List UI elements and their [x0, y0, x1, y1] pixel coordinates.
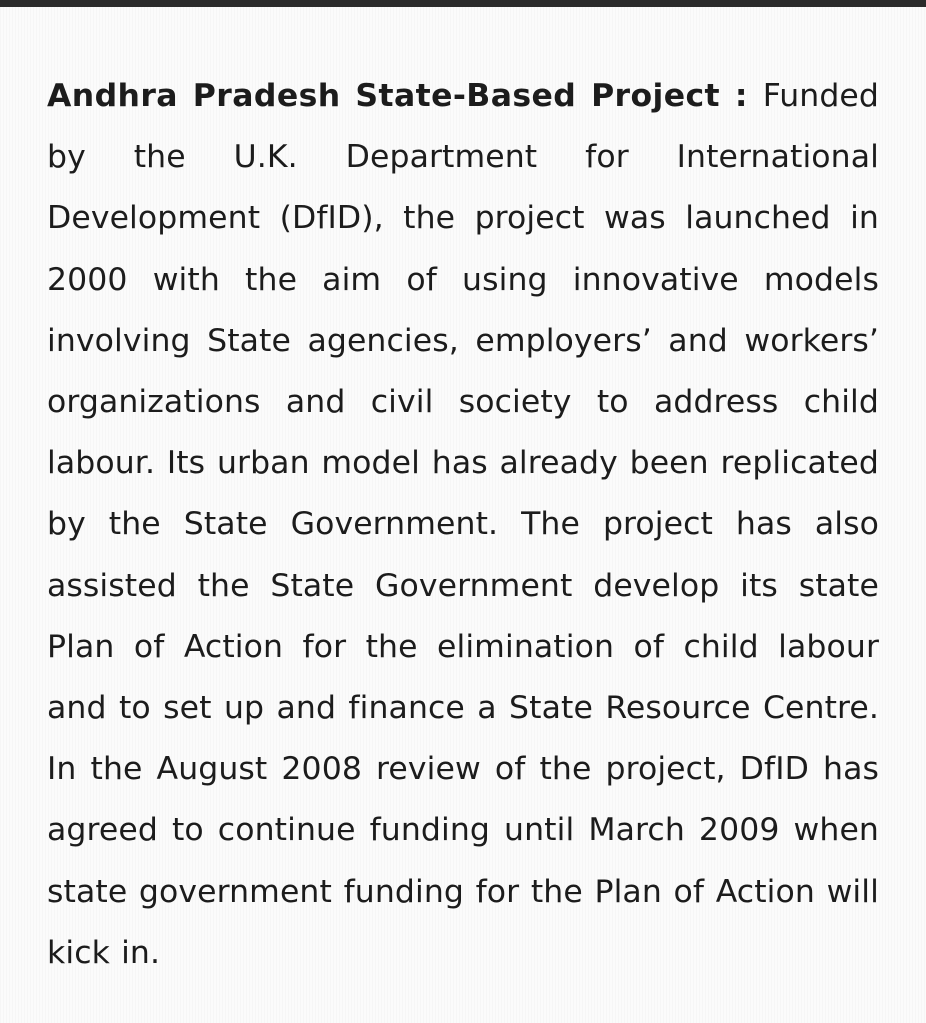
- article-paragraph: [47, 66, 879, 984]
- top-border: [0, 0, 926, 7]
- heading-separator: :: [720, 78, 763, 114]
- paragraph-heading: Andhra Pradesh State-Based Project: [47, 78, 721, 114]
- paragraph-body: Funded by the U.K. Department for International Development (DfID), the project was launched in 2000 with the aim of using innovative models involving State agencies, employers’ and workers’ organizations and civil society to address child labour. Its urban model has already been replicated by the State Government. The project has also assisted the State Government develop its state Plan of Action for the elimination of child labour and to set up and finance a State Resource Centre. In the August 2008 review of the project, DfID has agreed to continue funding until March 2009 when state government funding for the Plan of Action will kick in.: [47, 78, 879, 971]
